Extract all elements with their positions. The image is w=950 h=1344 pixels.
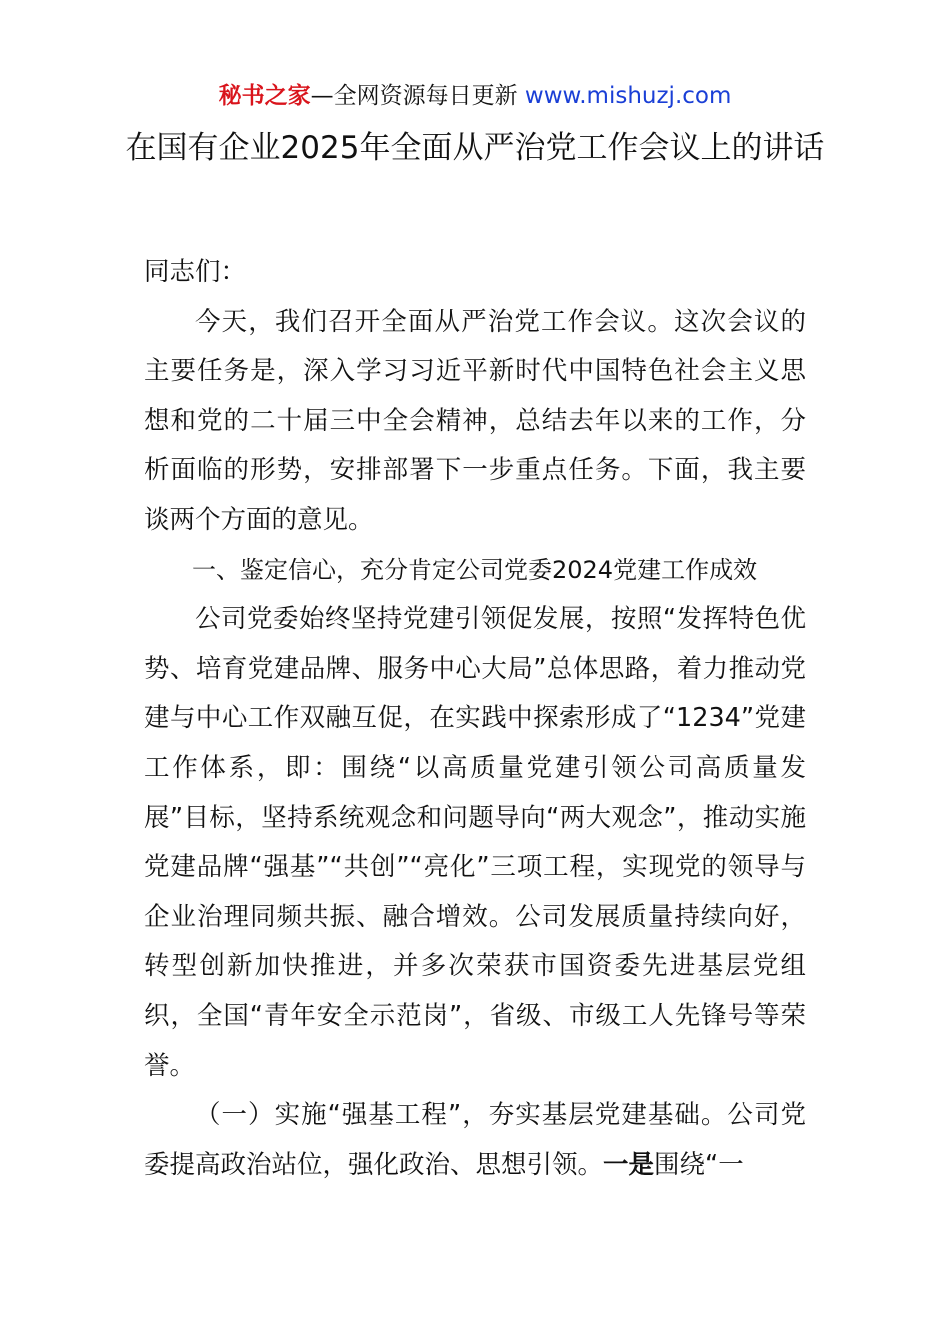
subsection-lead: （一）实施“强基工程”，夯实基层党建基础。公司党委提高政治站位，强化政治、思想引领。 <box>144 1100 806 1180</box>
site-url[interactable]: www.mishuzj.com <box>524 83 732 109</box>
document-body <box>144 248 806 1190</box>
section-heading: 一、鉴定信心，充分肯定公司党委2024党建工作成效 <box>192 555 758 584</box>
section-paragraph: 公司党委始终坚持党建引领促发展，按照“发挥特色优势、培育党建品牌、服务中心大局”总体思路，着力推动党建与中心工作双融互促，在实践中探索形成了“1234”党建工作体系，即：围绕“以高质量党建引领公司高质量发展”目标，坚持系统观念和问题导向“两大观念”，推动实施党建品牌“强基”“共创”“亮化”三项工程，实现党的领导与企业治理同频共振、融合增效。公司发展质量持续向好，转型创新加快推进，并多次荣获市国资委先进基层党组织，全国“青年安全示范岗”，省级、市级工人先锋号等荣誉。 <box>144 604 806 1081</box>
intro-paragraph: 今天，我们召开全面从严治党工作会议。这次会议的主要任务是，深入学习习近平新时代中国特色社会主义思想和党的二十届三中全会精神，总结去年以来的工作，分析面临的形势，安排部署下一步重点任务。下面，我主要谈两个方面的意见。 <box>144 306 806 535</box>
brand-name: 秘书之家 <box>218 83 311 109</box>
salutation: 同志们： <box>144 257 247 287</box>
document-title: 在国有企业2025年全面从严治党工作会议上的讲话 <box>125 130 825 166</box>
subsection-paragraph <box>144 1091 806 1190</box>
site-header <box>0 80 950 112</box>
emphasis-text: 一是 <box>603 1149 655 1180</box>
header-tagline: —全网资源每日更新 <box>310 83 525 109</box>
subsection-tail: 围绕“一 <box>654 1149 744 1180</box>
